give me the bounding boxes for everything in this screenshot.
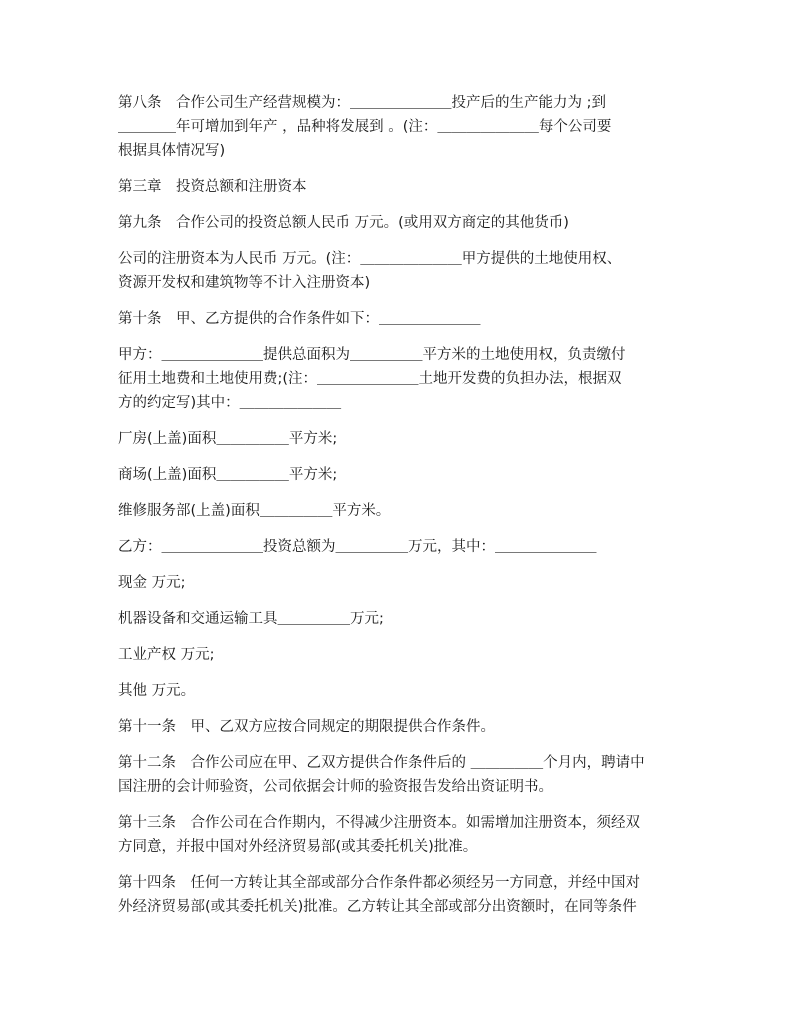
document-body xyxy=(118,91,688,919)
text-line: 第三章 投资总额和注册资本 xyxy=(118,179,307,195)
text-line: 第十四条 任何一方转让其全部或部分合作条件都必须经另一方同意，并经中国对 xyxy=(118,875,640,891)
paragraph-gap xyxy=(118,415,688,427)
paragraph-gap xyxy=(118,631,688,643)
text-line: 国注册的会计师验资，公司依据会计师的验资报告发给出资证明书。 xyxy=(118,779,553,795)
text-line: 乙方：＿＿＿＿＿＿＿投资总额为＿＿＿＿＿万元，其中：＿＿＿＿＿＿＿ xyxy=(118,539,597,555)
text-line: 第十条 甲、乙方提供的合作条件如下：＿＿＿＿＿＿＿ xyxy=(118,311,481,327)
text-line: 第九条 合作公司的投资总额人民币 万元。(或用双方商定的其他货币) xyxy=(118,215,569,231)
paragraph-gap xyxy=(118,163,688,175)
text-line: 第十三条 合作公司在合作期内，不得减少注册资本。如需增加注册资本，须经双 xyxy=(118,815,640,831)
text-line: ＿＿＿＿年可增加到年产 ，品种将发展到 。(注：＿＿＿＿＿＿＿每个公司要 xyxy=(118,119,612,135)
text-line: 甲方：＿＿＿＿＿＿＿提供总面积为＿＿＿＿＿平方米的土地使用权，负责缴付 xyxy=(118,347,626,363)
paragraph xyxy=(118,307,688,331)
paragraph-gap xyxy=(118,799,688,811)
paragraph-gap xyxy=(118,739,688,751)
paragraph xyxy=(118,871,688,919)
paragraph-gap xyxy=(118,199,688,211)
text-line: 方同意，并报中国对外经济贸易部(或其委托机关)批准。 xyxy=(118,839,478,855)
paragraph xyxy=(118,679,688,703)
text-line: 根据具体情况写) xyxy=(118,143,226,159)
paragraph-gap xyxy=(118,559,688,571)
text-line: 第十二条 合作公司应在甲、乙双方提供合作条件后的 ＿＿＿＿＿个月内，聘请中 xyxy=(118,755,645,771)
text-line: 第八条 合作公司生产经营规模为：＿＿＿＿＿＿＿投产后的生产能力为 ;到 xyxy=(118,95,606,111)
text-line: 征用土地费和土地使用费;(注：＿＿＿＿＿＿＿土地开发费的负担办法，根据双 xyxy=(118,371,622,387)
paragraph xyxy=(118,175,688,199)
paragraph xyxy=(118,427,688,451)
paragraph xyxy=(118,343,688,415)
text-line: 外经济贸易部(或其委托机关)批准。乙方转让其全部或部分出资额时，在同等条件 xyxy=(118,899,637,915)
text-line: 公司的注册资本为人民币 万元。(注：＿＿＿＿＿＿＿甲方提供的土地使用权、 xyxy=(118,251,622,267)
text-line: 工业产权 万元; xyxy=(118,647,215,663)
paragraph-gap xyxy=(118,487,688,499)
paragraph xyxy=(118,643,688,667)
text-line: 其他 万元。 xyxy=(118,683,196,699)
paragraph xyxy=(118,571,688,595)
paragraph xyxy=(118,535,688,559)
paragraph xyxy=(118,211,688,235)
paragraph xyxy=(118,463,688,487)
paragraph xyxy=(118,91,688,163)
paragraph-gap xyxy=(118,451,688,463)
text-line: 机器设备和交通运输工具＿＿＿＿＿万元; xyxy=(118,611,384,627)
text-line: 现金 万元; xyxy=(118,575,186,591)
paragraph xyxy=(118,811,688,859)
text-line: 厂房(上盖)面积＿＿＿＿＿平方米; xyxy=(118,431,338,447)
paragraph xyxy=(118,607,688,631)
paragraph-gap xyxy=(118,295,688,307)
text-line: 资源开发权和建筑物等不计入注册资本) xyxy=(118,275,371,291)
paragraph-gap xyxy=(118,331,688,343)
paragraph-gap xyxy=(118,235,688,247)
text-line: 商场(上盖)面积＿＿＿＿＿平方米; xyxy=(118,467,338,483)
paragraph-gap xyxy=(118,667,688,679)
paragraph-gap xyxy=(118,703,688,715)
text-line: 方的约定写)其中：＿＿＿＿＿＿＿ xyxy=(118,395,342,411)
paragraph-gap xyxy=(118,859,688,871)
paragraph-gap xyxy=(118,523,688,535)
text-line: 维修服务部(上盖)面积＿＿＿＿＿平方米。 xyxy=(118,503,391,519)
paragraph xyxy=(118,715,688,739)
paragraph-gap xyxy=(118,595,688,607)
paragraph xyxy=(118,247,688,295)
text-line: 第十一条 甲、乙双方应按合同规定的期限提供合作条件。 xyxy=(118,719,495,735)
paragraph xyxy=(118,499,688,523)
paragraph xyxy=(118,751,688,799)
